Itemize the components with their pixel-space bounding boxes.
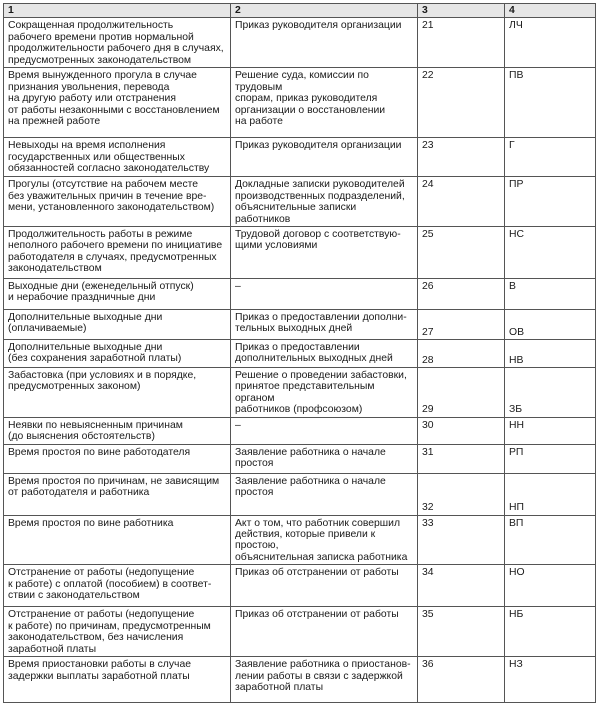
table-row <box>4 68 596 138</box>
code-cell: НЗ <box>505 657 596 703</box>
table-row <box>4 177 596 227</box>
code-cell: Г <box>505 138 596 177</box>
reason-cell: Выходные дни (еженедельный отпуск) и нерабочие праздничные дни <box>4 279 231 310</box>
document-cell: Приказ о предоставлении дополни- тельных выходных дней <box>231 310 418 340</box>
reason-cell: Неявки по невыясненным причинам (до выяснения обстоятельств) <box>4 417 231 444</box>
document-cell: Приказ руководителя организации <box>231 138 418 177</box>
code-cell: НН <box>505 417 596 444</box>
document-cell: Заявление работника о начале простоя <box>231 444 418 473</box>
document-cell: Приказ руководителя организации <box>231 18 418 68</box>
table-row <box>4 340 596 368</box>
table-row <box>4 515 596 565</box>
number-cell: 26 <box>418 279 505 310</box>
table-row <box>4 565 596 607</box>
number-cell: 25 <box>418 227 505 279</box>
table-row <box>4 444 596 473</box>
code-cell: В <box>505 279 596 310</box>
code-cell: ЗБ <box>505 368 596 418</box>
number-cell: 31 <box>418 444 505 473</box>
column-header-3: 3 <box>418 4 505 18</box>
number-cell: 21 <box>418 18 505 68</box>
number-cell: 36 <box>418 657 505 703</box>
number-cell: 35 <box>418 607 505 657</box>
column-header-2: 2 <box>231 4 418 18</box>
number-cell: 33 <box>418 515 505 565</box>
time-codes-table <box>3 3 596 703</box>
document-cell: Акт о том, что работник совершил действия, которые привели к простою, объяснительная записка работника <box>231 515 418 565</box>
reason-cell: Сокращенная продолжительность рабочего времени против нормальной продолжительности рабочего дня в случаях, предусмотренных законодательством <box>4 18 231 68</box>
column-header-1: 1 <box>4 4 231 18</box>
code-cell: НС <box>505 227 596 279</box>
code-cell: ВП <box>505 515 596 565</box>
column-header-4: 4 <box>505 4 596 18</box>
number-cell: 30 <box>418 417 505 444</box>
document-cell: Докладные записки руководителей производственных подразделений, объяснительные записки работников <box>231 177 418 227</box>
code-cell: НП <box>505 473 596 515</box>
reason-cell: Время простоя по вине работодателя <box>4 444 231 473</box>
document-cell: Приказ об отстранении от работы <box>231 607 418 657</box>
document-cell: Заявление работника о начале простоя <box>231 473 418 515</box>
reason-cell: Время простоя по причинам, не зависящим от работодателя и работника <box>4 473 231 515</box>
code-cell: НБ <box>505 607 596 657</box>
reason-cell: Время приостановки работы в случае задержки выплаты заработной платы <box>4 657 231 703</box>
reason-cell: Забастовка (при условиях и в порядке, предусмотренных законом) <box>4 368 231 418</box>
table-row <box>4 473 596 515</box>
number-cell: 22 <box>418 68 505 138</box>
number-cell: 27 <box>418 310 505 340</box>
table-row <box>4 138 596 177</box>
reason-cell: Отстранение от работы (недопущение к работе) с оплатой (пособием) в соответ- ствии с законодательством <box>4 565 231 607</box>
reason-cell: Отстранение от работы (недопущение к работе) по причинам, предусмотренным законодательством, без начисления заработной платы <box>4 607 231 657</box>
table-row <box>4 417 596 444</box>
document-cell: Трудовой договор с соответствую- щими условиями <box>231 227 418 279</box>
document-cell: Приказ об отстранении от работы <box>231 565 418 607</box>
number-cell: 23 <box>418 138 505 177</box>
code-cell: НВ <box>505 340 596 368</box>
code-cell: РП <box>505 444 596 473</box>
code-cell: ЛЧ <box>505 18 596 68</box>
code-cell: ПВ <box>505 68 596 138</box>
reason-cell: Время простоя по вине работника <box>4 515 231 565</box>
code-cell: ОВ <box>505 310 596 340</box>
number-cell: 24 <box>418 177 505 227</box>
table-row <box>4 279 596 310</box>
document-cell: Решение суда, комиссии по трудовым спорам, приказ руководителя организации о восстановлении на работе <box>231 68 418 138</box>
table-row <box>4 310 596 340</box>
header-row <box>4 4 596 18</box>
number-cell: 29 <box>418 368 505 418</box>
number-cell: 28 <box>418 340 505 368</box>
document-cell: – <box>231 279 418 310</box>
document-cell: Заявление работника о приостанов- лении работы в связи с задержкой заработной платы <box>231 657 418 703</box>
number-cell: 32 <box>418 473 505 515</box>
reason-cell: Время вынужденного прогула в случае признания увольнения, перевода на другую работу или отстранения от работы незаконными с восстановлением на прежней работе <box>4 68 231 138</box>
reason-cell: Дополнительные выходные дни (оплачиваемые) <box>4 310 231 340</box>
table-row <box>4 227 596 279</box>
table-row <box>4 657 596 703</box>
reason-cell: Продолжительность работы в режиме неполного рабочего времени по инициативе работодателя в случаях, предусмотренных законодательством <box>4 227 231 279</box>
reason-cell: Невыходы на время исполнения государственных или общественных обязанностей согласно законодательству <box>4 138 231 177</box>
code-cell: ПР <box>505 177 596 227</box>
document-cell: Решение о проведении забастовки, принятое представительным органом работников (профсоюзом) <box>231 368 418 418</box>
table-row <box>4 18 596 68</box>
table-row <box>4 607 596 657</box>
document-cell: Приказ о предоставлении дополнительных выходных дней <box>231 340 418 368</box>
number-cell: 34 <box>418 565 505 607</box>
code-cell: НО <box>505 565 596 607</box>
reason-cell: Прогулы (отсутствие на рабочем месте без уважительных причин в течение вре- мени, установленного законодательством) <box>4 177 231 227</box>
document-cell: – <box>231 417 418 444</box>
table-row <box>4 368 596 418</box>
reason-cell: Дополнительные выходные дни (без сохранения заработной платы) <box>4 340 231 368</box>
